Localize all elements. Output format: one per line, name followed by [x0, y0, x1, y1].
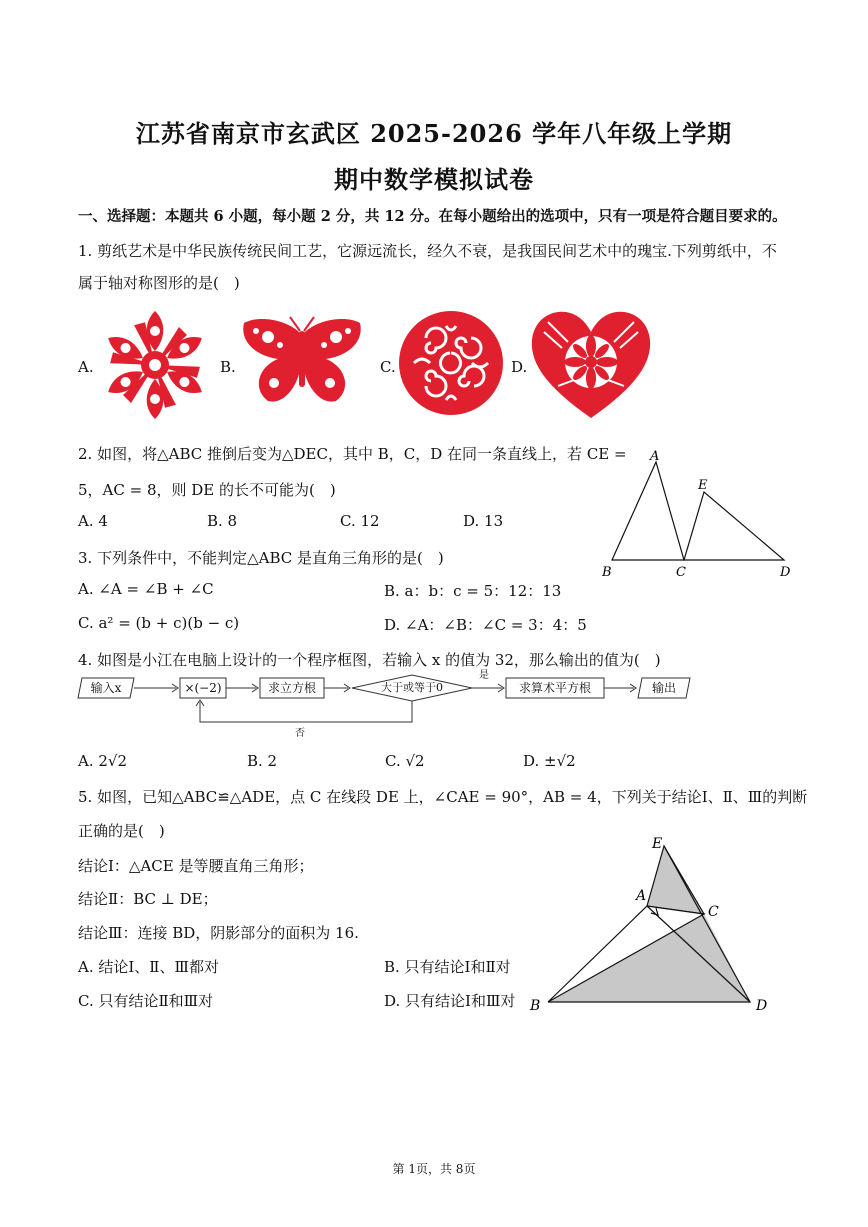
q2-option-d: D. 13: [463, 512, 504, 530]
papercut-butterfly-icon: [238, 315, 366, 407]
q5-option-a: A. 结论Ⅰ、Ⅱ、Ⅲ都对: [78, 958, 219, 976]
q5-label-a: A: [636, 888, 647, 904]
q1-stem-line2: 属于轴对称图形的是( ): [78, 274, 240, 292]
q2-option-a: A. 4: [78, 512, 108, 530]
q5-conclusion-2: 结论Ⅱ：BC ⊥ DE；: [78, 890, 218, 908]
q5-label-d: D: [756, 998, 768, 1014]
flow-sqrt-label: 求算术平方根: [518, 681, 591, 695]
q5-conclusion-1: 结论Ⅰ：△ACE 是等腰直角三角形；: [78, 857, 314, 875]
q2-label-e: E: [698, 478, 708, 493]
q4-option-b: B. 2: [247, 752, 278, 770]
q5-label-c: C: [708, 904, 719, 920]
q2-label-a: A: [650, 449, 660, 464]
papercut-heart-icon: [528, 308, 654, 422]
q2-option-c: C. 12: [340, 512, 380, 530]
q3-option-b: B. a：b：c = 5：12：13: [384, 582, 562, 600]
q2-label-b: B: [602, 565, 612, 580]
q2-stem-line1: 2. 如图，将△ABC 推倒后变为△DEC，其中 B，C，D 在同一条直线上，若 CE =: [78, 445, 627, 463]
q5-label-b: B: [530, 998, 541, 1014]
flow-output-label: 输出: [651, 681, 676, 695]
section-heading: 一、选择题：本题共 6 小题，每小题 2 分，共 12 分。在每小题给出的选项中，只有一项是符合题目要求的。: [78, 208, 787, 225]
q2-option-b: B. 8: [207, 512, 238, 530]
q3-option-c: C. a² = (b + c)(b − c): [78, 614, 240, 632]
q3-option-a: A. ∠A = ∠B + ∠C: [78, 580, 214, 598]
papercut-snowflake-icon: [95, 305, 215, 425]
exam-title-line1: 江苏省南京市玄武区 2025-2026 学年八年级上学期: [135, 119, 733, 148]
q2-label-c: C: [676, 565, 686, 580]
q5-stem-line2: 正确的是( ): [78, 822, 165, 840]
q5-label-e: E: [652, 836, 663, 852]
exam-title-line2: 期中数学模拟试卷: [334, 165, 534, 194]
q1-option-b-label: B.: [220, 358, 236, 376]
flow-yes-label: 是: [479, 670, 489, 681]
q5-option-b: B. 只有结论Ⅰ和Ⅱ对: [384, 958, 511, 976]
q2-stem-line2: 5，AC = 8，则 DE 的长不可能为( ): [78, 481, 336, 499]
q4-option-a: A. 2√2: [78, 752, 128, 770]
flow-no-label: 否: [295, 728, 305, 739]
flow-multiply-label: ×(−2): [184, 681, 222, 695]
flow-cbrt-label: 求立方根: [267, 681, 316, 695]
q3-option-d: D. ∠A：∠B：∠C = 3：4：5: [384, 616, 587, 634]
q3-stem: 3. 下列条件中，不能判定△ABC 是直角三角形的是( ): [78, 549, 444, 567]
q1-stem-line1: 1. 剪纸艺术是中华民族传统民间工艺，它源远流长，经久不衰，是我国民间艺术中的瑰宝.下列剪纸中，不: [78, 242, 777, 260]
q4-option-c: C. √2: [385, 752, 425, 770]
q4-flowchart: [76, 672, 696, 746]
q1-option-a-label: A.: [78, 358, 94, 376]
q5-conclusion-3: 结论Ⅲ：连接 BD，阴影部分的面积为 16.: [78, 924, 359, 942]
q4-stem: 4. 如图是小江在电脑上设计的一个程序框图，若输入 x 的值为 32，那么输出的值为( ): [78, 651, 661, 669]
page-footer: 第 1页，共 8页: [392, 1162, 476, 1176]
q5-triangle-figure: [524, 830, 774, 1016]
papercut-circle-swirl-icon: [396, 308, 506, 418]
q5-option-d: D. 只有结论Ⅰ和Ⅲ对: [384, 992, 516, 1010]
flow-decision-label: 大于或等于0: [381, 681, 443, 694]
flow-input-label: 输入x: [90, 681, 122, 695]
q2-label-d: D: [780, 565, 791, 580]
q5-stem-line1: 5. 如图，已知△ABC≌△ADE，点 C 在线段 DE 上，∠CAE = 90°，AB = 4，下列关于结论Ⅰ、Ⅱ、Ⅲ的判断: [78, 788, 808, 806]
q4-option-d: D. ±√2: [523, 752, 576, 770]
q2-triangle-figure: [598, 444, 808, 580]
q5-option-c: C. 只有结论Ⅱ和Ⅲ对: [78, 992, 214, 1010]
q1-option-c-label: C.: [380, 358, 396, 376]
q1-option-d-label: D.: [511, 358, 528, 376]
